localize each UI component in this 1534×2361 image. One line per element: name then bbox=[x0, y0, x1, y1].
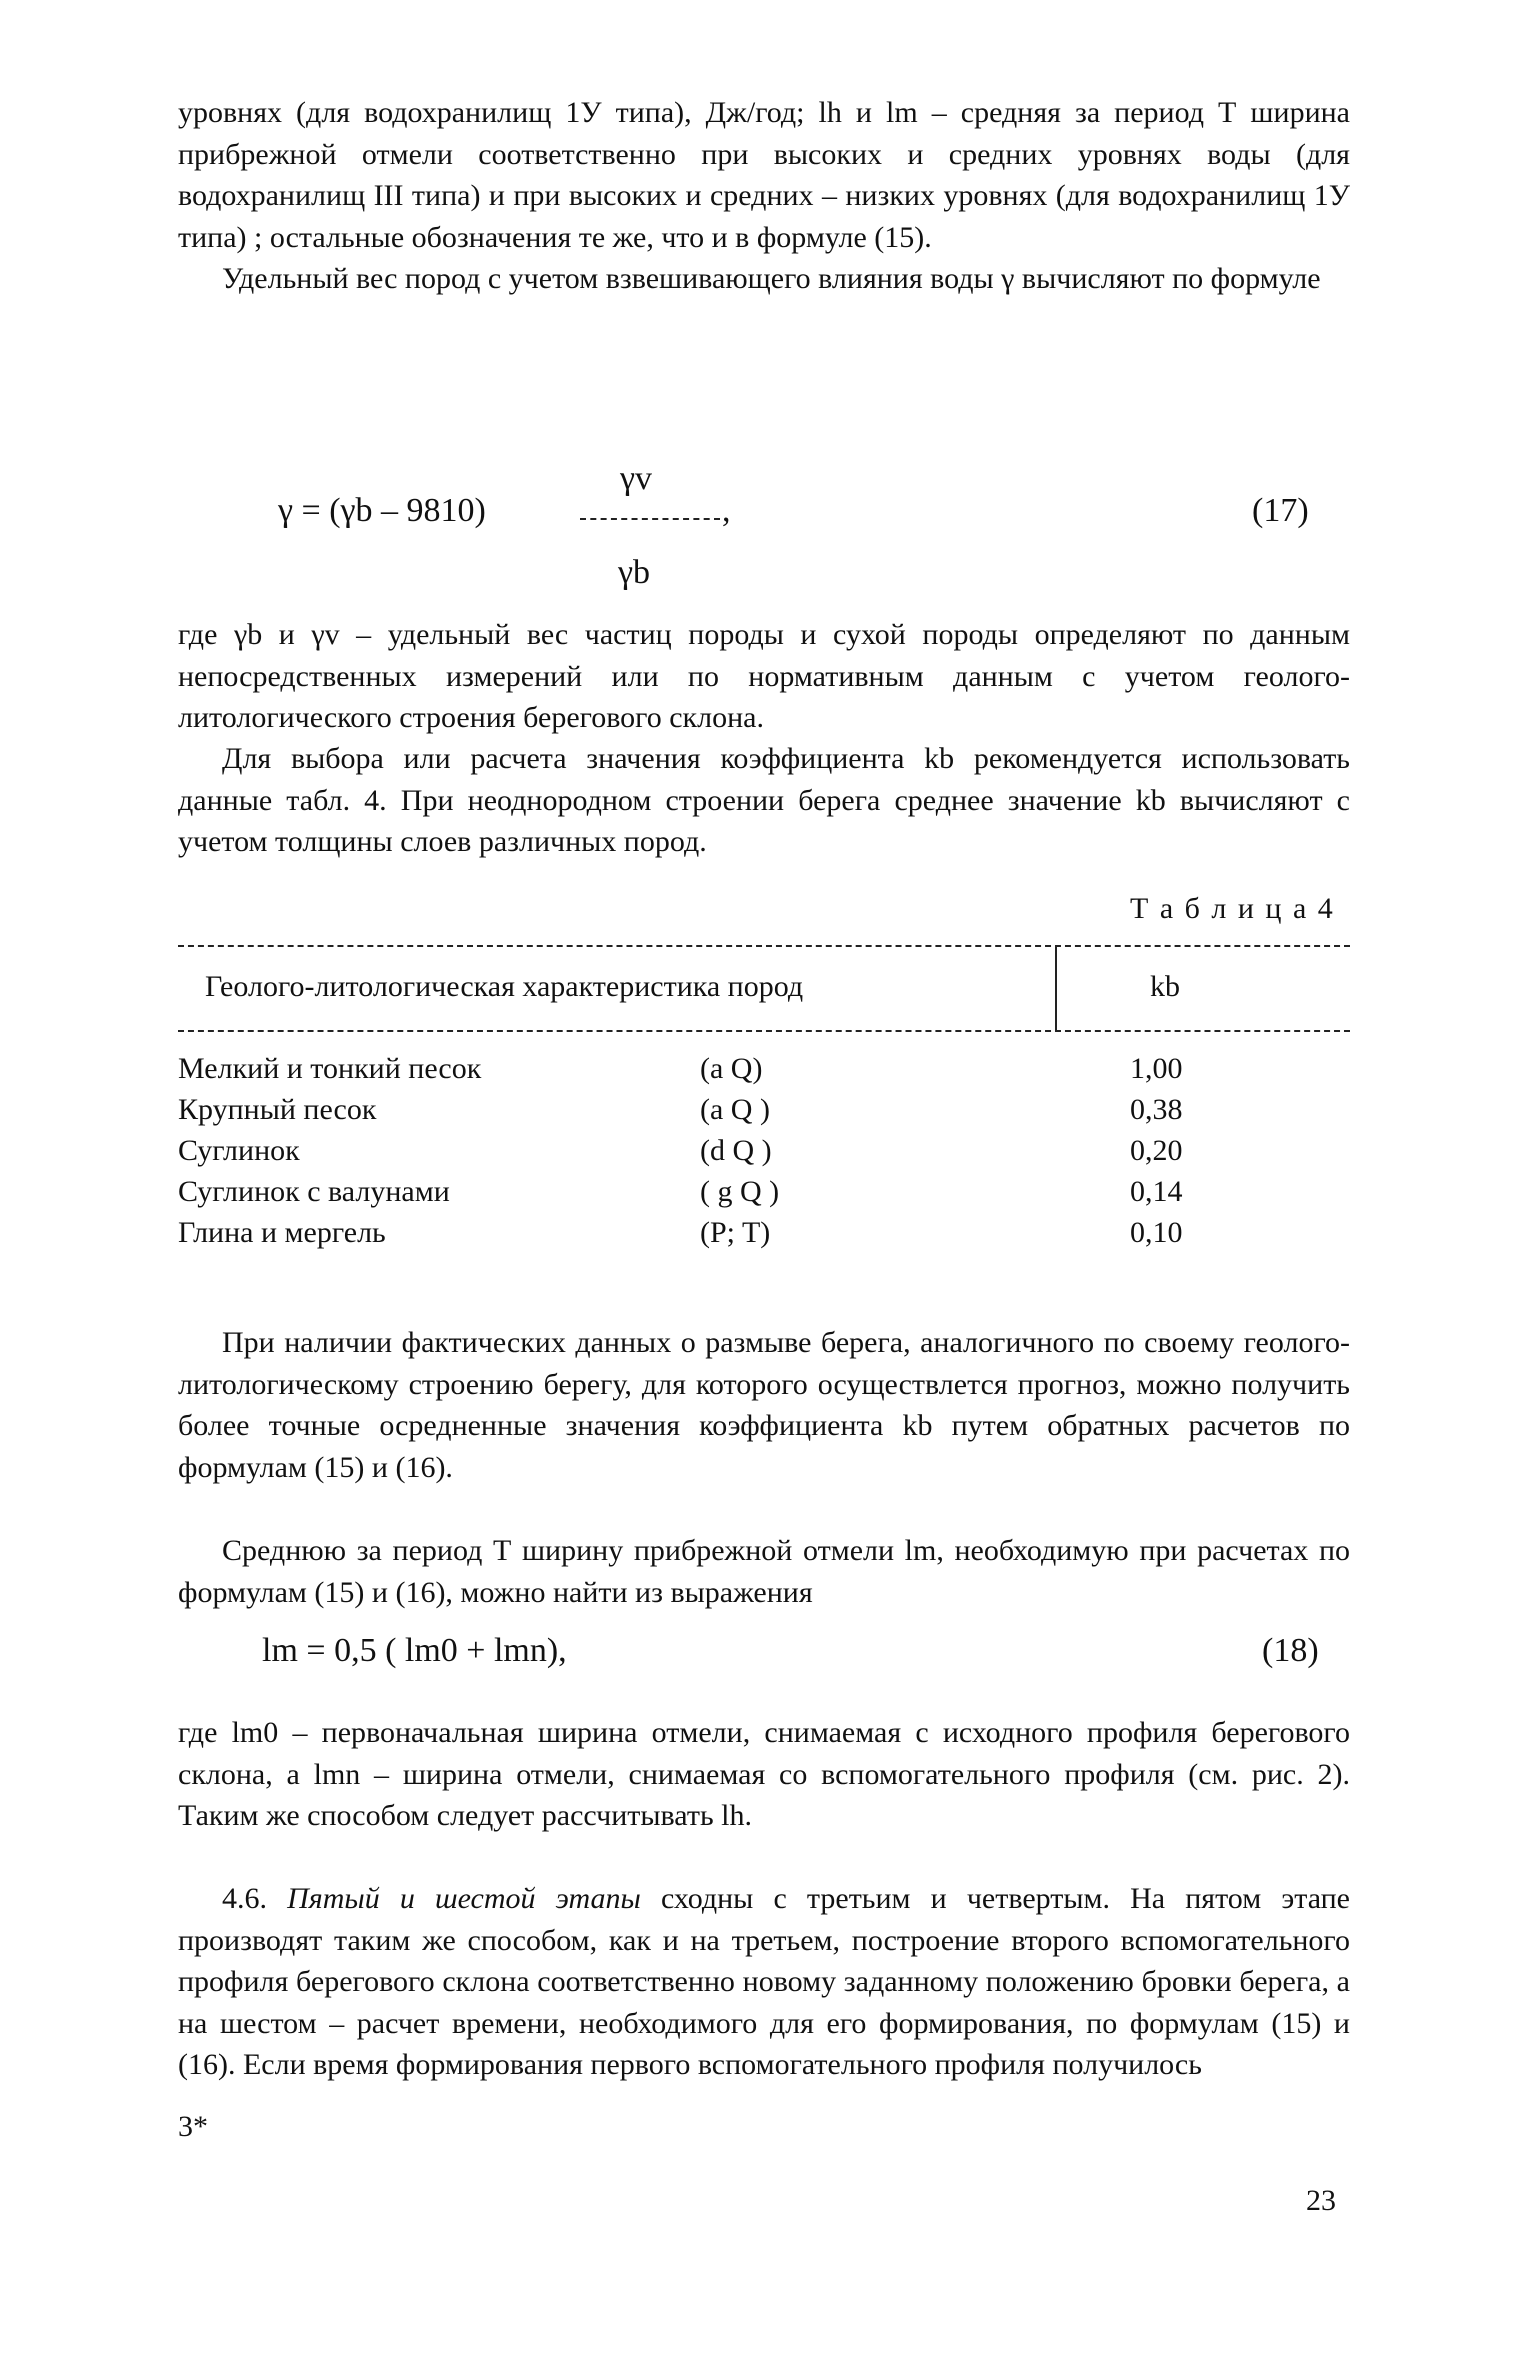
formula-18-expression: lm = 0,5 ( lm0 + lmn), bbox=[262, 1632, 567, 1669]
formula-17-number: (17) bbox=[1252, 492, 1309, 529]
formula-17-comma: , bbox=[722, 492, 731, 529]
table-cell-rock-name: Крупный песок bbox=[178, 1093, 377, 1126]
table-cell-genesis-code: (a Q ) bbox=[700, 1093, 770, 1126]
formula-17-lhs: γ = (γb – 9810) bbox=[278, 492, 486, 529]
paragraph-coefficient: Для выбора или расчета значения коэффициента kb рекомендуется использовать данные табл. 4. При неоднородном строении берега среднее значение kb вычисляют с учетом толщины слоев различных пород. bbox=[178, 742, 1350, 858]
table-header-characteristic: Геолого-литологическая характеристика пород bbox=[205, 970, 804, 1003]
table-cell-rock-name: Суглинок bbox=[178, 1134, 300, 1167]
table-cell-rock-name: Глина и мергель bbox=[178, 1216, 386, 1249]
page-number: 23 bbox=[1306, 2184, 1336, 2217]
section-title-italic: Пятый и шестой этапы bbox=[287, 1882, 641, 1915]
table-column-divider bbox=[1055, 945, 1057, 1030]
table-cell-kb-value: 0,14 bbox=[1130, 1175, 1183, 1208]
formula-17-numerator: γv bbox=[620, 460, 653, 497]
signature-mark: 3* bbox=[178, 2110, 208, 2143]
table-caption: Т а б л и ц а 4 bbox=[1130, 892, 1335, 925]
table-header-rule bbox=[178, 1030, 1350, 1032]
table-cell-rock-name: Суглинок с валунами bbox=[178, 1175, 450, 1208]
paragraph-definitions: где γb и γv – удельный вес частиц породы и сухой породы определяют по данным непосредственных измерений или по нормативным данным с учетом геолого-литологического строения берегового склона. bbox=[178, 618, 1350, 734]
table-cell-kb-value: 1,00 bbox=[1130, 1052, 1183, 1085]
table-cell-genesis-code: (d Q ) bbox=[700, 1134, 772, 1167]
paragraph-actual-data: При наличии фактических данных о размыве берега, аналогичного по своему геолого-литологическому строению берегу, для которого осуществлется прогноз, можно получить более точные осредненные значения коэффициента kb путем обратных расчетов по формулам (15) и (16). bbox=[178, 1326, 1350, 1484]
formula-17-fraction-bar bbox=[580, 518, 720, 520]
paragraph-continuation: уровнях (для водохранилищ 1У типа), Дж/год; lh и lm – средняя за период Т ширина прибрежной отмели соответственно при высоких и средних уровнях воды (для водохранилищ III типа) и при высоких и средних – низких уровнях (для водохранилищ 1У типа) ; остальные обозначения те же, что и в формуле (15). bbox=[178, 96, 1350, 254]
table-cell-genesis-code: (a Q) bbox=[700, 1052, 763, 1085]
table-header-kb: kb bbox=[1150, 970, 1180, 1003]
table-cell-genesis-code: (P; T) bbox=[700, 1216, 771, 1249]
table-cell-kb-value: 0,10 bbox=[1130, 1216, 1183, 1249]
formula-17-denominator: γb bbox=[618, 554, 651, 591]
paragraph-section-4-6: 4.6. Пятый и шестой этапы сходны с третьим и четвертым. На пятом этапе производят таким же способом, как и на третьем, построение второго вспомогательного профиля берегового склона соответственно новому заданному положению бровки берега, а на шестом – расчет времени, необходимого для его формирования, по формулам (15) и (16). Если время формирования первого вспомогательного профиля получилось bbox=[178, 1882, 1350, 2081]
table-cell-genesis-code: ( g Q ) bbox=[700, 1175, 780, 1208]
formula-18-number: (18) bbox=[1262, 1632, 1319, 1669]
table-top-rule bbox=[178, 945, 1350, 947]
paragraph-width-definitions: где lm0 – первоначальная ширина отмели, снимаемая с исходного профиля берегового склона, а lmn – ширина отмели, снимаемая со вспомогательного профиля (см. рис. 2). Таким же способом следует рассчитывать lh. bbox=[178, 1716, 1350, 1832]
table-cell-kb-value: 0,20 bbox=[1130, 1134, 1183, 1167]
paragraph-mean-width: Среднюю за период Т ширину прибрежной отмели lm, необходимую при расчетах по формулам (15) и (16), можно найти из выражения bbox=[178, 1534, 1350, 1609]
table-cell-rock-name: Мелкий и тонкий песок bbox=[178, 1052, 482, 1085]
table-cell-kb-value: 0,38 bbox=[1130, 1093, 1183, 1126]
paragraph-specific-weight: Удельный вес пород с учетом взвешивающего влияния воды γ вычисляют по формуле bbox=[222, 262, 1321, 295]
